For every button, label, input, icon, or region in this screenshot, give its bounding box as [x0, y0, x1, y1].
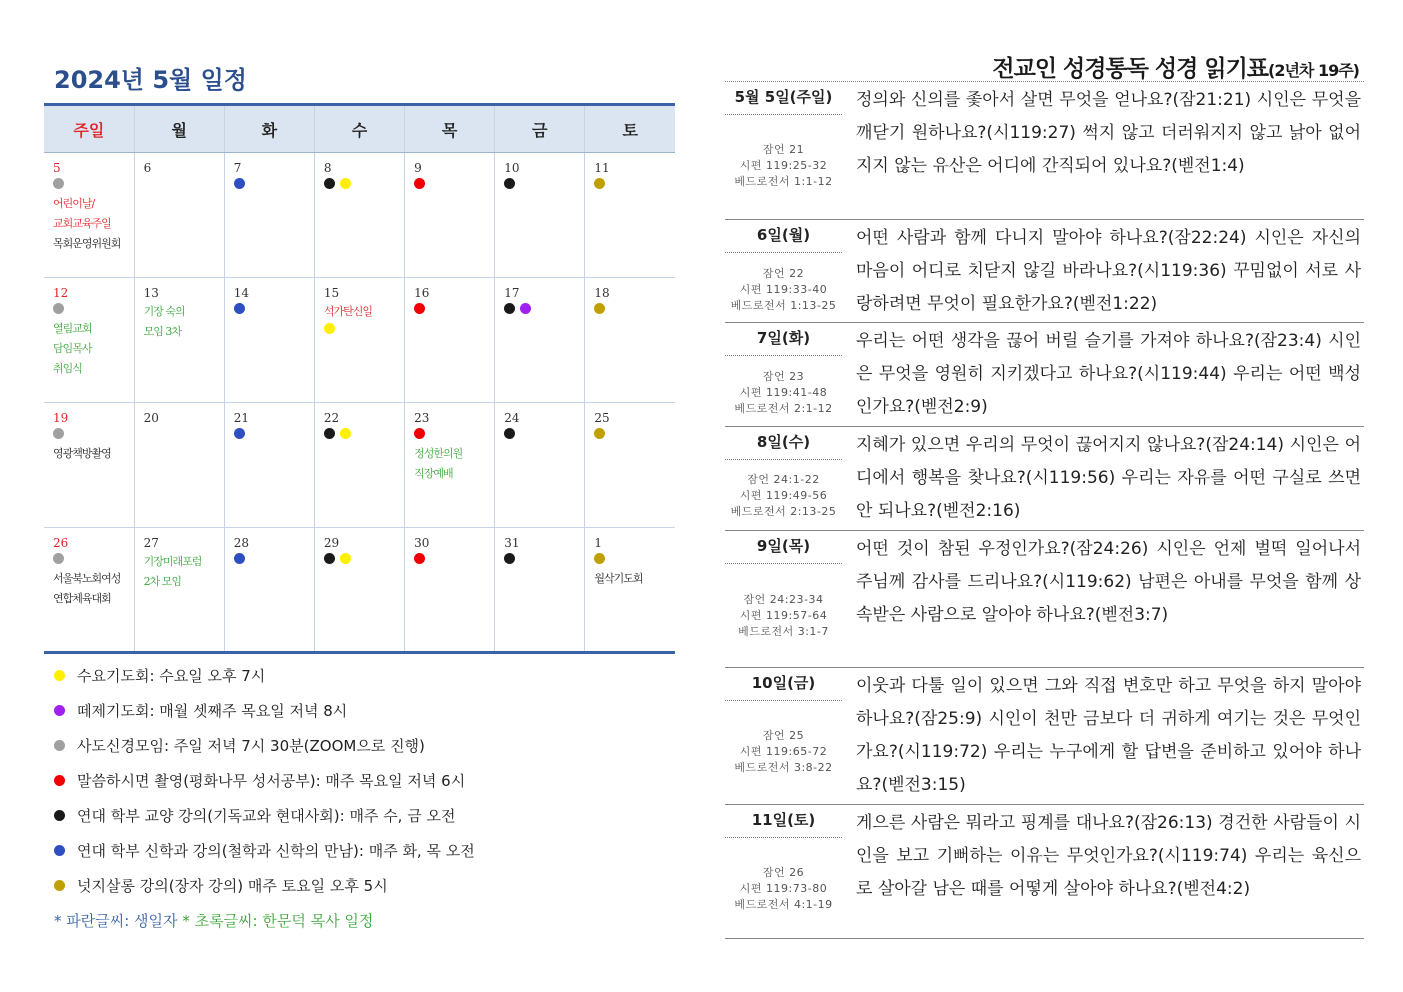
- calendar-day-cell: [314, 278, 404, 403]
- purple-dot-icon: [520, 303, 531, 314]
- calendar-day-cell: [134, 278, 224, 403]
- reading-day: [725, 668, 1364, 805]
- day-number: 27: [143, 536, 159, 550]
- yellow-dot-icon: [340, 178, 351, 189]
- reading-day: [725, 805, 1364, 939]
- black-dot-icon: [54, 810, 65, 821]
- calendar-title: 2024년 5월 일정: [54, 66, 247, 94]
- weekday-5: 금: [495, 105, 585, 153]
- calendar-week: [44, 278, 675, 403]
- blue-dot-icon: [234, 553, 245, 564]
- gray-dot-icon: [53, 428, 64, 439]
- day-label: 10일(금): [751, 674, 816, 692]
- calendar-day-cell: [44, 278, 134, 403]
- reading-day: [725, 427, 1364, 531]
- calendar-day-cell: [495, 278, 585, 403]
- calendar-day-cell: [585, 153, 675, 278]
- calendar-day-cell: [224, 278, 314, 403]
- day-number: 17: [504, 286, 520, 300]
- day-label: 6일(월): [756, 226, 811, 244]
- scripture-refs: [725, 266, 842, 314]
- red-dot-icon: [54, 775, 65, 786]
- red-dot-icon: [414, 178, 425, 189]
- event-dots: [414, 178, 494, 192]
- reading-day: [725, 323, 1364, 427]
- day-number: 18: [594, 286, 610, 300]
- legend-text: 연대 학부 신학과 강의(철학과 신학의 만남): 매주 화, 목 오전: [77, 842, 475, 860]
- event-dots: [504, 553, 584, 567]
- day-number: 16: [414, 286, 430, 300]
- day-number: 31: [504, 536, 520, 550]
- black-dot-icon: [324, 428, 335, 439]
- event-dots: [234, 428, 314, 442]
- day-label-rule: [725, 837, 842, 838]
- event-dots: [324, 428, 404, 442]
- reading-plan-title-main: 전교인 성경통독 성경 읽기표: [992, 56, 1269, 82]
- olive-dot-icon: [594, 303, 605, 314]
- blue-dot-icon: [234, 428, 245, 439]
- gray-dot-icon: [53, 303, 64, 314]
- legend-item: [54, 875, 475, 910]
- event-dots: [324, 323, 404, 337]
- blue-dot-icon: [54, 845, 65, 856]
- day-number: 30: [414, 536, 430, 550]
- scripture-ref: 베드로전서 4:1-19: [734, 898, 833, 911]
- question-text: 정의와 신의를 좇아서 살면 무엇을 얻나요?(잠21:21) 시인은 무엇을 깨닫기 원하나요?(시119:27) 썩지 않고 더러워지지 않고 낡아 없어지지 않는 유산은 어디에 간직되어 있나요?(벧전1:4): [856, 90, 1361, 176]
- calendar-day-cell: [405, 153, 495, 278]
- weekday-4: 목: [405, 105, 495, 153]
- scripture-ref: 잠언 25: [762, 729, 805, 742]
- calendar-grid: [44, 103, 675, 654]
- scripture-ref: 베드로전서 3:8-22: [734, 761, 833, 774]
- calendar-day-cell: [405, 403, 495, 528]
- day-label: 7일(화): [756, 329, 811, 347]
- gray-dot-icon: [53, 553, 64, 564]
- weekday-header: [44, 105, 675, 153]
- scripture-refs: [725, 472, 842, 520]
- day-number: 19: [53, 411, 69, 425]
- scripture-refs: [725, 369, 842, 417]
- calendar-day-cell: [314, 153, 404, 278]
- question-text: 우리는 어떤 생각을 끊어 버릴 슬기를 가져야 하나요?(잠23:4) 시인은 무엇을 영원히 지키겠다고 하나요?(시119:44) 우리는 어떤 백성인가요?(벧전2:9): [856, 331, 1361, 417]
- scripture-ref: 시편 119:49-56: [739, 489, 828, 502]
- day-number: 7: [233, 161, 242, 175]
- legend-text: 연대 학부 교양 강의(기독교와 현대사회): 매주 수, 금 오전: [77, 807, 456, 825]
- gray-dot-icon: [54, 740, 65, 751]
- black-dot-icon: [324, 178, 335, 189]
- calendar-day-cell: [585, 528, 675, 653]
- question-text: 이웃과 다툴 일이 있으면 그와 직접 변호만 하고 무엇을 하지 말아야 하나요?(잠25:9) 시인이 천만 금보다 더 귀하게 여기는 것은 무엇인가요?(시119:72) 우리는 누구에게 할 답변을 준비하고 있어야 하나요?(벧전3:15): [856, 676, 1361, 795]
- scripture-ref: 시편 119:57-64: [739, 609, 828, 622]
- question-text: 어떤 것이 참된 우정인가요?(잠24:26) 시인은 언제 벌떡 일어나서 주님께 감사를 드리나요?(시119:62) 남편은 아내를 무엇을 함께 상속받은 사람으로 알아야 하나요?(벧전3:7): [856, 539, 1361, 625]
- weekday-0: 주일: [44, 105, 134, 153]
- scripture-ref: 잠언 24:1-22: [747, 473, 820, 486]
- reading-day: [725, 220, 1364, 323]
- legend-text: 넛지살롱 강의(장자 강의) 매주 토요일 오후 5시: [77, 877, 388, 895]
- day-note: 연합체육대회: [53, 592, 111, 605]
- event-dots: [53, 553, 134, 567]
- day-note: 목회운영위원회: [53, 237, 121, 250]
- event-dots: [594, 428, 675, 442]
- day-number: 20: [143, 411, 159, 425]
- red-dot-icon: [414, 303, 425, 314]
- scripture-ref: 베드로전서 1:13-25: [730, 299, 837, 312]
- day-label-rule: [725, 355, 842, 356]
- scripture-refs: [725, 728, 842, 776]
- black-dot-icon: [324, 553, 335, 564]
- day-label: 11일(토): [751, 811, 816, 829]
- day-number: 14: [233, 286, 250, 300]
- day-label: 5월 5일(주일): [734, 88, 833, 106]
- reading-day: [725, 82, 1364, 220]
- footnote-green: * 초록글씨: 한문덕 목사 일정: [182, 912, 374, 930]
- calendar-week: [44, 403, 675, 528]
- black-dot-icon: [504, 178, 515, 189]
- day-note: 기장 숙의: [143, 305, 185, 318]
- yellow-dot-icon: [340, 553, 351, 564]
- day-number: 10: [504, 161, 520, 175]
- event-dots: [504, 428, 584, 442]
- legend-text: 사도신경모임: 주일 저녁 7시 30분(ZOOM으로 진행): [77, 737, 425, 755]
- calendar-day-cell: [495, 403, 585, 528]
- legend-item: [54, 665, 475, 700]
- weekday-3: 수: [314, 105, 404, 153]
- event-dots: [594, 178, 675, 192]
- calendar-day-cell: [585, 278, 675, 403]
- event-dots: [594, 553, 675, 567]
- event-dots: [414, 553, 494, 567]
- yellow-dot-icon: [54, 670, 65, 681]
- day-note: 담임목사: [53, 342, 92, 355]
- day-note: 월삭기도회: [594, 572, 643, 585]
- calendar-day-cell: [314, 403, 404, 528]
- scripture-ref: 시편 119:33-40: [739, 283, 828, 296]
- reading-plan-subtitle: (2년차 19주): [1268, 61, 1359, 80]
- calendar-week: [44, 528, 675, 653]
- purple-dot-icon: [54, 705, 65, 716]
- day-number: 28: [233, 536, 250, 550]
- day-number: 1: [594, 536, 602, 550]
- day-label: 8일(수): [756, 433, 811, 451]
- day-number: 25: [594, 411, 610, 425]
- red-dot-icon: [414, 553, 425, 564]
- scripture-ref: 잠언 26: [762, 866, 805, 879]
- day-label-rule: [725, 700, 842, 701]
- calendar-day-cell: [134, 528, 224, 653]
- day-label-rule: [725, 252, 842, 253]
- calendar-week: [44, 153, 675, 278]
- day-note: 어린이날/: [53, 197, 95, 210]
- footnote-blue: * 파란글씨: 생일자: [54, 912, 178, 930]
- event-dots: [53, 178, 134, 192]
- legend: [54, 665, 475, 910]
- scripture-ref: 시편 119:41-48: [739, 386, 828, 399]
- calendar-day-cell: [495, 528, 585, 653]
- weekday-6: 토: [585, 105, 675, 153]
- scripture-ref: 시편 119:25-32: [739, 159, 828, 172]
- olive-dot-icon: [594, 553, 605, 564]
- calendar-day-cell: [405, 278, 495, 403]
- day-number: 9: [414, 161, 422, 175]
- day-note: 취임식: [53, 362, 82, 375]
- legend-item: [54, 805, 475, 840]
- day-note: 2차 모임: [143, 575, 182, 588]
- calendar-day-cell: [585, 403, 675, 528]
- weekday-1: 월: [134, 105, 224, 153]
- event-dots: [53, 303, 134, 317]
- calendar-day-cell: [44, 153, 134, 278]
- day-note: 정성한의원: [414, 447, 463, 460]
- question-text: 어떤 사람과 함께 다니지 말아야 하나요?(잠22:24) 시인은 자신의 마음이 어디로 치닫지 않길 바라나요?(시119:36) 꾸밈없이 서로 사랑하려면 무엇이 필요한가요?(벧전1:22): [856, 228, 1361, 314]
- reading-day: [725, 531, 1364, 668]
- day-note: 교회교육주일: [53, 217, 111, 230]
- day-number: 29: [323, 536, 340, 550]
- scripture-ref: 시편 119:73-80: [739, 882, 828, 895]
- day-label-rule: [725, 563, 842, 564]
- event-dots: [234, 553, 314, 567]
- scripture-ref: 잠언 23: [762, 370, 805, 383]
- scripture-ref: 베드로전서 3:1-7: [738, 625, 829, 638]
- scripture-ref: 베드로전서 2:1-12: [734, 402, 833, 415]
- scripture-ref: 베드로전서 1:1-12: [734, 175, 833, 188]
- yellow-dot-icon: [324, 323, 335, 334]
- day-label: 9일(목): [756, 537, 811, 555]
- event-dots: [234, 303, 314, 317]
- day-number: 11: [594, 161, 610, 175]
- question-text: 지혜가 있으면 우리의 무엇이 끊어지지 않나요?(잠24:14) 시인은 어디에서 행복을 찾나요?(시119:56) 우리는 자유를 어떤 구실로 쓰면 안 되나요?(벧전2:16): [856, 435, 1361, 521]
- day-number: 24: [504, 411, 520, 425]
- calendar-day-cell: [224, 153, 314, 278]
- black-dot-icon: [504, 303, 515, 314]
- scripture-ref: 잠언 22: [762, 267, 805, 280]
- day-number: 22: [323, 411, 340, 425]
- calendar-day-cell: [44, 403, 134, 528]
- event-dots: [53, 428, 134, 442]
- calendar-day-cell: [314, 528, 404, 653]
- red-dot-icon: [414, 428, 425, 439]
- olive-dot-icon: [594, 178, 605, 189]
- black-dot-icon: [504, 553, 515, 564]
- blue-dot-icon: [234, 303, 245, 314]
- calendar-day-cell: [224, 528, 314, 653]
- scripture-ref: 잠언 24:23-34: [743, 593, 824, 606]
- day-note: 영광책방촬영: [53, 447, 111, 460]
- day-note: 석가탄신일: [323, 305, 373, 318]
- legend-item: [54, 735, 475, 770]
- event-dots: [504, 178, 584, 192]
- black-dot-icon: [504, 428, 515, 439]
- day-note: 기장미래포럼: [143, 555, 202, 568]
- gray-dot-icon: [53, 178, 64, 189]
- event-dots: [594, 303, 675, 317]
- day-number: 23: [414, 411, 430, 425]
- question-text: 게으른 사람은 뭐라고 핑계를 대나요?(잠26:13) 경건한 사람들이 시인을 보고 기뻐하는 이유는 무엇인가요?(시119:74) 우리는 육신으로 살아갈 남은 때를 어떻게 살아야 하나요?(벧전4:2): [856, 813, 1361, 899]
- day-number: 8: [323, 161, 332, 175]
- weekday-2: 화: [224, 105, 314, 153]
- day-number: 12: [53, 286, 69, 300]
- day-number: 5: [53, 161, 61, 175]
- scripture-ref: 시편 119:65-72: [739, 745, 828, 758]
- blue-dot-icon: [234, 178, 245, 189]
- event-dots: [414, 303, 494, 317]
- day-number: 15: [323, 286, 340, 300]
- day-label-rule: [725, 114, 842, 115]
- legend-item: [54, 770, 475, 805]
- event-dots: [324, 553, 404, 567]
- day-number: 26: [53, 536, 69, 550]
- day-number: 21: [233, 411, 250, 425]
- yellow-dot-icon: [340, 428, 351, 439]
- footnote: [54, 910, 373, 931]
- event-dots: [504, 303, 584, 317]
- legend-text: 떼제기도회: 매월 셋째주 목요일 저녁 8시: [77, 702, 348, 720]
- day-number: 13: [143, 286, 159, 300]
- calendar-day-cell: [224, 403, 314, 528]
- day-note: 서울북노회여성: [53, 572, 121, 585]
- scripture-refs: [725, 142, 842, 190]
- calendar-day-cell: [134, 153, 224, 278]
- day-note: 열림교회: [53, 322, 92, 335]
- olive-dot-icon: [54, 880, 65, 891]
- day-number: 6: [143, 161, 152, 175]
- scripture-ref: 베드로전서 2:13-25: [730, 505, 837, 518]
- day-separator: [725, 938, 1364, 939]
- calendar-day-cell: [405, 528, 495, 653]
- calendar-day-cell: [134, 403, 224, 528]
- legend-text: 수요기도회: 수요일 오후 7시: [77, 667, 266, 685]
- calendar-day-cell: [44, 528, 134, 653]
- legend-item: [54, 700, 475, 735]
- legend-item: [54, 840, 475, 875]
- event-dots: [324, 178, 404, 192]
- event-dots: [234, 178, 314, 192]
- reading-plan-title: [992, 50, 1359, 83]
- scripture-ref: 잠언 21: [762, 143, 805, 156]
- calendar-day-cell: [495, 153, 585, 278]
- legend-text: 말씀하시면 촬영(평화나무 성서공부): 매주 목요일 저녁 6시: [77, 772, 466, 790]
- event-dots: [414, 428, 494, 442]
- day-note: 직장예배: [414, 467, 453, 480]
- olive-dot-icon: [594, 428, 605, 439]
- day-label-rule: [725, 459, 842, 460]
- scripture-refs: [725, 592, 842, 640]
- day-note: 모임 3차: [143, 325, 182, 338]
- scripture-refs: [725, 865, 842, 913]
